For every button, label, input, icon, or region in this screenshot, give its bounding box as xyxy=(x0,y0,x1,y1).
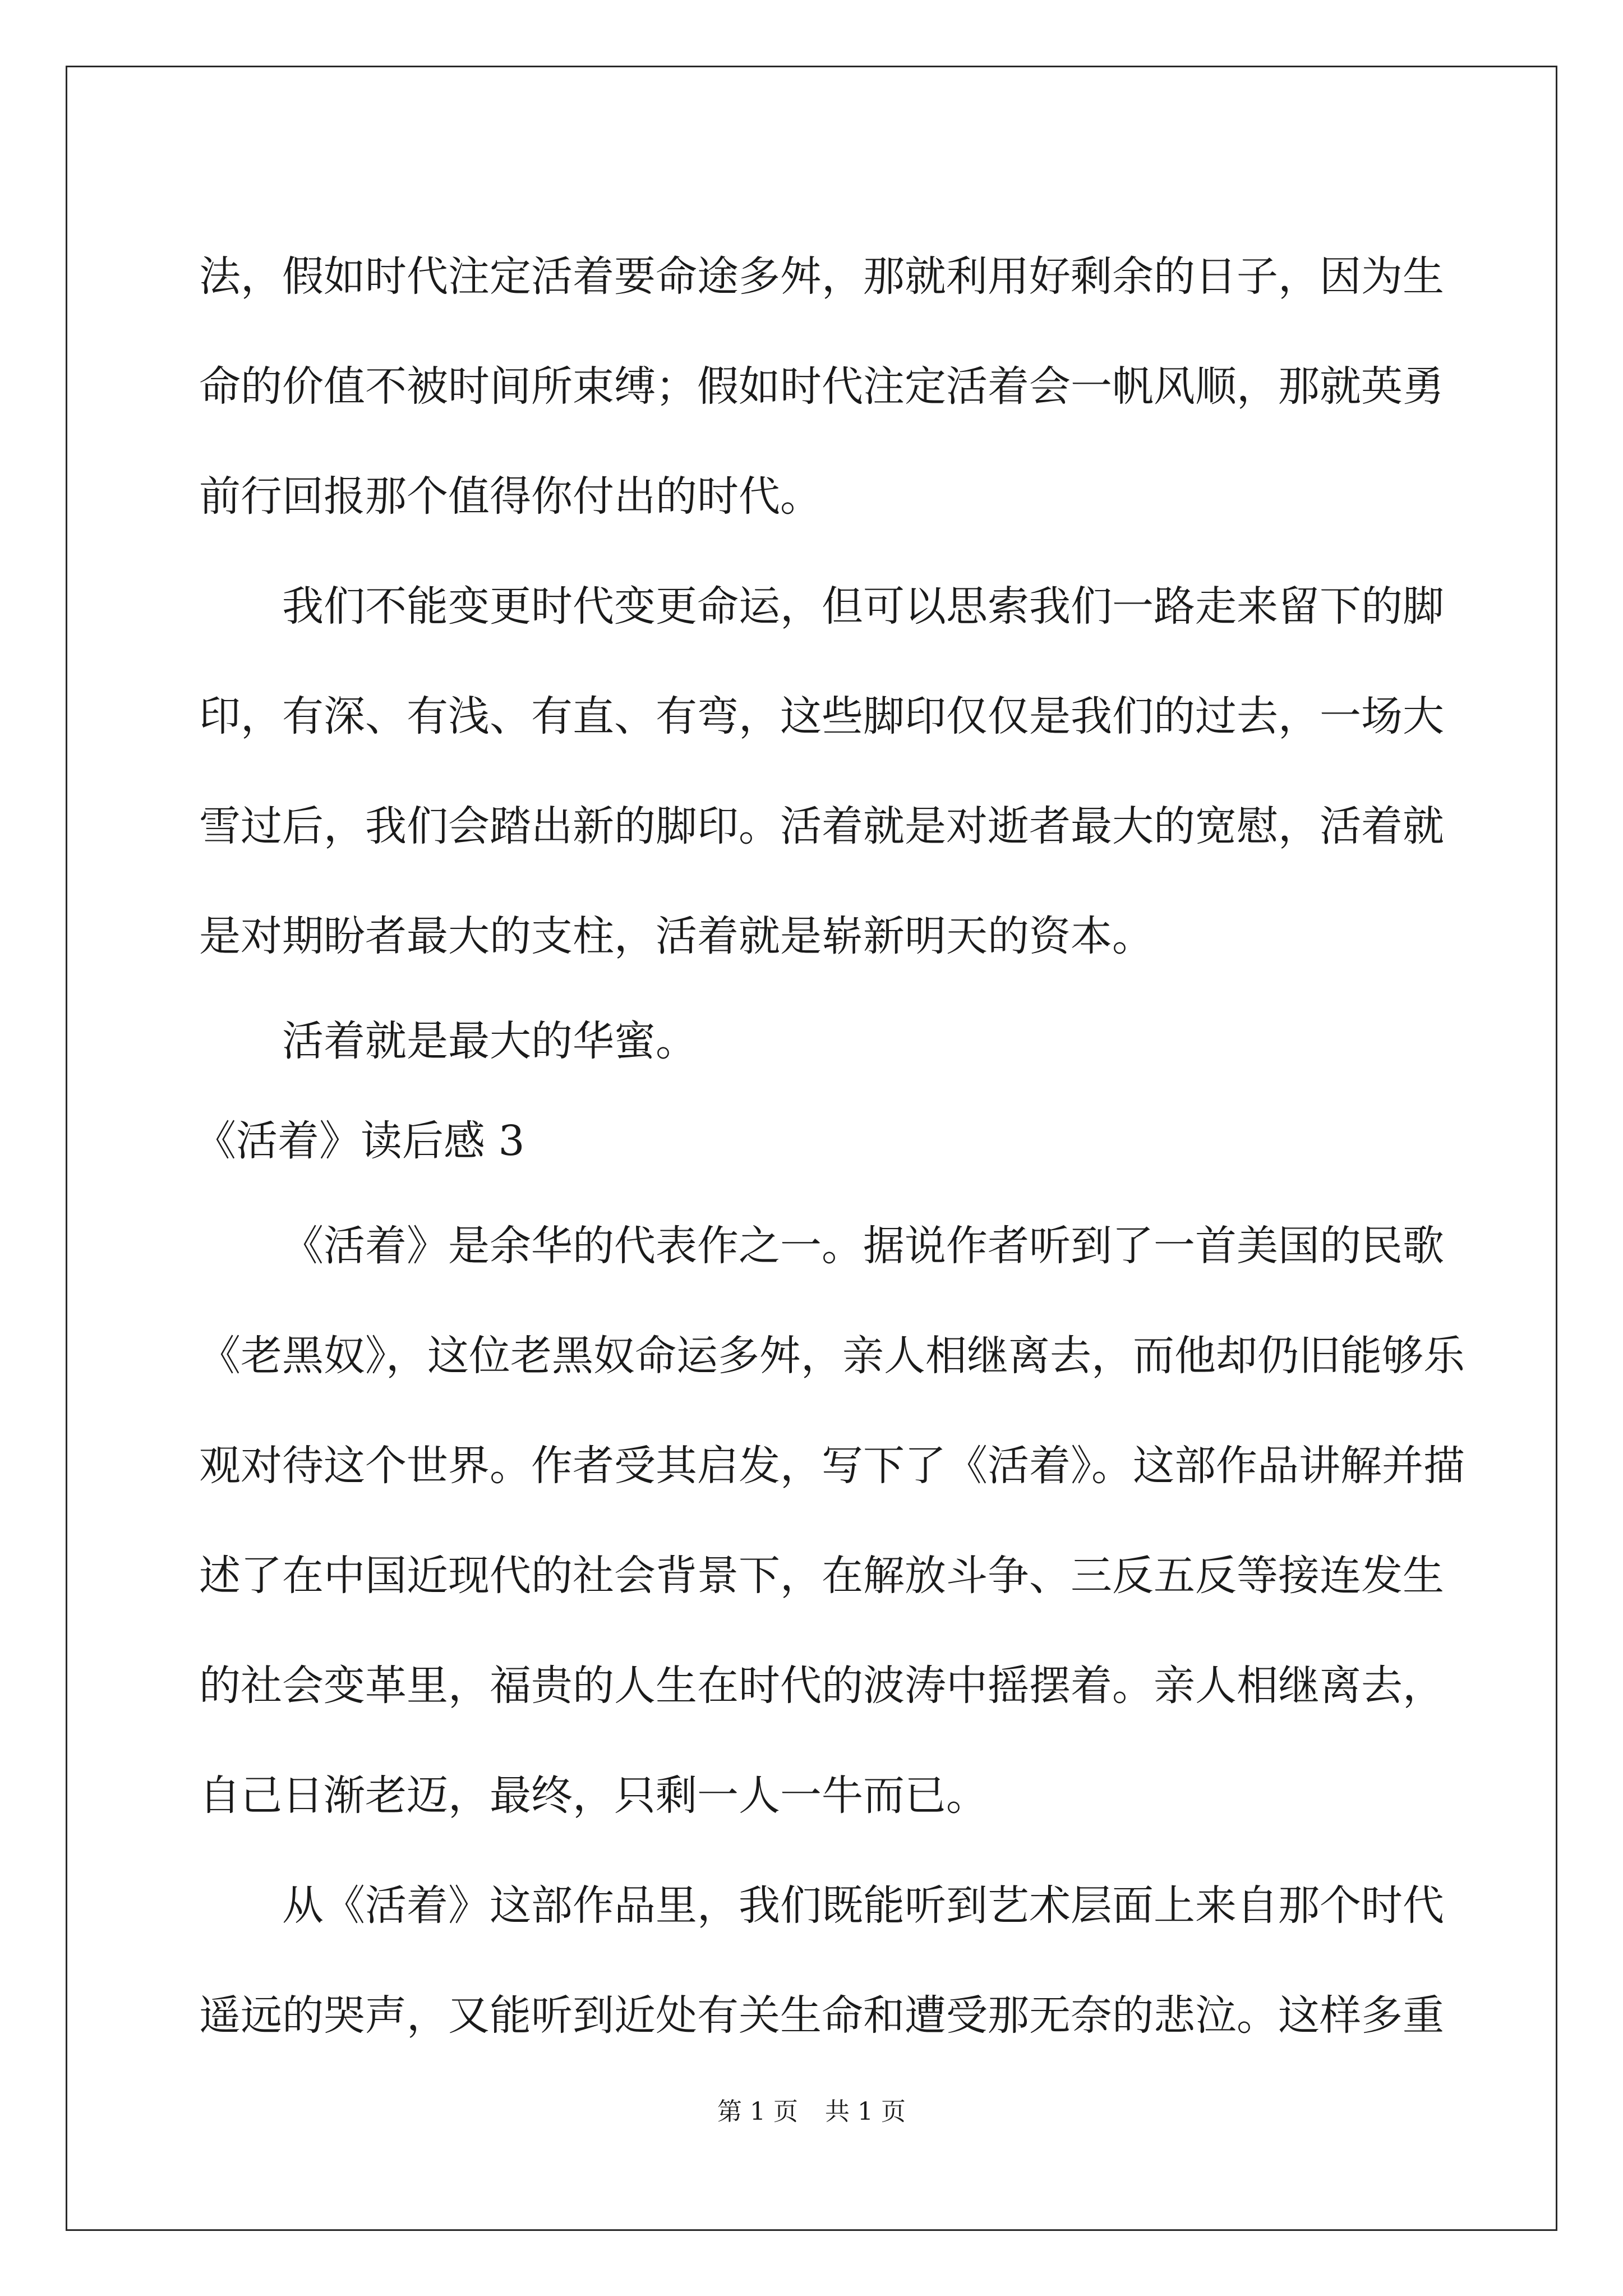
page-footer xyxy=(0,2091,1623,2127)
paragraph xyxy=(199,1191,1465,1851)
paragraph xyxy=(199,1851,1444,2070)
text-line: 法，假如时代注定活着要命途多舛，那就利用好剩余的日子，因为生 xyxy=(199,252,1444,301)
text-line: 的社会变革里，福贵的人生在时代的波涛中摇摆着。亲人相继离去， xyxy=(199,1662,1444,1710)
document-body xyxy=(195,222,1465,2070)
text-line: 活着就是最大的华蜜。 xyxy=(282,1017,697,1065)
page-total: 共 1 页 xyxy=(825,2097,906,2126)
text-line: 述了在中国近现代的社会背景下，在解放斗争、三反五反等接连发生 xyxy=(199,1552,1444,1600)
text-line: 从《活着》这部作品里，我们既能听到艺术层面上来自那个时代 xyxy=(282,1881,1444,1930)
text-line: 遥远的哭声，又能听到近处有关生命和遭受那无奈的悲泣。这样多重 xyxy=(199,1991,1444,2040)
text-line: 雪过后，我们会踏出新的脚印。活着就是对逝者最大的宽慰，活着就 xyxy=(199,802,1444,850)
text-line: 是对期盼者最大的支柱，活着就是崭新明天的资本。 xyxy=(199,912,1154,960)
text-line: 命的价值不被时间所束缚；假如时代注定活着会一帆风顺，那就英勇 xyxy=(199,362,1444,411)
text-line: 我们不能变更时代变更命运，但可以思索我们一路走来留下的脚 xyxy=(282,582,1444,631)
page-number: 第 1 页 xyxy=(717,2097,798,2126)
text-line: 《老黑奴》，这位老黑奴命运多舛，亲人相继离去，而他却仍旧能够乐 xyxy=(199,1332,1465,1380)
text-line: 前行回报那个值得你付出的时代。 xyxy=(199,472,822,521)
text-line: 印，有深、有浅、有直、有弯，这些脚印仅仅是我们的过去，一场大 xyxy=(199,692,1444,740)
text-line: 自己日渐老迈，最终，只剩一人一牛而已。 xyxy=(199,1772,988,1820)
section-heading: 《活着》读后感 3 xyxy=(195,1117,525,1165)
text-line: 观对待这个世界。作者受其启发，写下了《活着》。这部作品讲解并描 xyxy=(199,1442,1465,1490)
paragraph xyxy=(199,991,1433,1091)
text-line: 《活着》是余华的代表作之一。据说作者听到了一首美国的民歌 xyxy=(282,1222,1444,1270)
paragraph xyxy=(199,551,1444,991)
paragraph xyxy=(199,222,1444,551)
